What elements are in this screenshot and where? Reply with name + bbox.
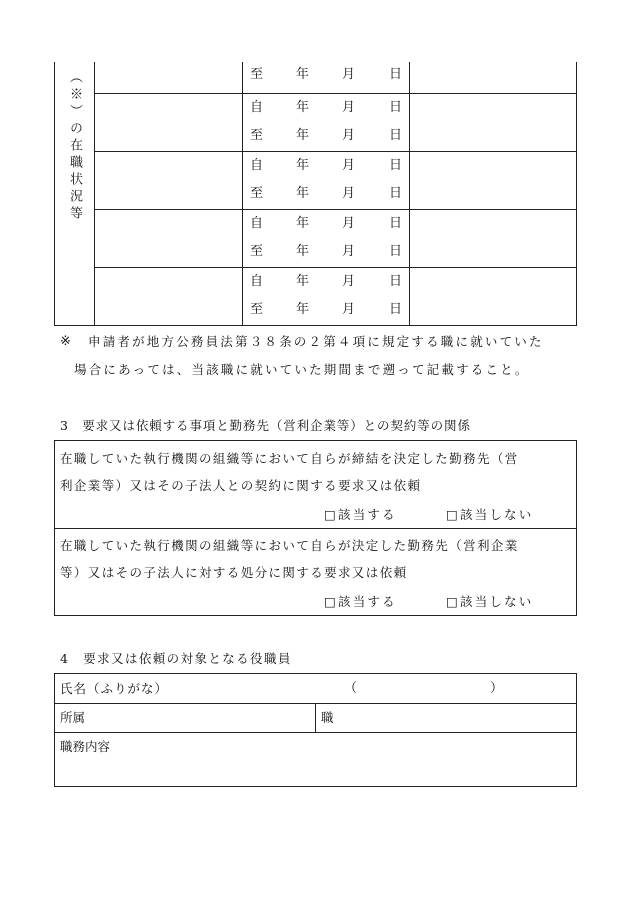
month-unit: 月 [342,186,356,201]
date-to-marker: 至 [250,128,264,143]
day-unit: 日 [389,158,403,173]
item-contract-line1: 在職していた執行機関の組織等において自らが締結を決定した勤務先（営 [60,451,519,466]
option-applicable-checkbox[interactable]: □該当する [324,507,397,522]
day-unit: 日 [389,274,403,289]
year-unit: 年 [296,274,310,289]
year-unit: 年 [296,302,310,317]
date-to-marker: 至 [250,186,264,201]
option-not-applicable-checkbox[interactable]: □該当しない [446,507,534,522]
month-unit: 月 [342,128,356,143]
furigana-paren-close: ） [490,681,504,696]
day-unit: 日 [389,216,403,231]
post-label: 職 [321,710,334,725]
option-not-applicable-checkbox[interactable]: □該当しない [446,594,534,609]
date-to-marker: 至 [250,302,264,317]
note-text-line1: 申請者が地方公務員法第３８条の２第４項に規定する職に就いていた [88,334,544,349]
department-label: 所属 [60,710,86,725]
year-unit: 年 [296,100,310,115]
month-unit: 月 [342,244,356,259]
day-unit: 日 [389,186,403,201]
date-from-marker: 自 [250,216,264,231]
month-unit: 月 [342,67,356,82]
name-label: 氏名（ふりがな） [60,681,169,696]
year-unit: 年 [296,186,310,201]
year-unit: 年 [296,128,310,143]
date-to-marker: 至 [250,244,264,259]
year-unit: 年 [296,158,310,173]
day-unit: 日 [389,244,403,259]
duties-label: 職務内容 [60,739,111,754]
month-unit: 月 [342,100,356,115]
month-unit: 月 [342,274,356,289]
month-unit: 月 [342,302,356,317]
month-unit: 月 [342,216,356,231]
furigana-paren-open: （ [344,681,358,696]
day-unit: 日 [389,100,403,115]
item-disposition-line1: 在職していた執行機関の組織等において自らが決定した勤務先（営利企業 [60,538,519,553]
date-from-marker: 自 [250,274,264,289]
employment-status-side-label: （※）の在職状況等 [67,70,82,223]
month-unit: 月 [342,158,356,173]
note-mark: ※ [60,334,71,349]
day-unit: 日 [389,128,403,143]
year-unit: 年 [296,67,310,82]
section4-heading: 4 要求又は依頼の対象となる役職員 [60,651,292,666]
date-from-marker: 自 [250,100,264,115]
item-contract-line2: 利企業等）又はその子法人との契約に関する要求又は依頼 [60,478,422,493]
date-from-marker: 自 [250,158,264,173]
day-unit: 日 [389,67,403,82]
date-to-marker: 至 [250,67,264,82]
year-unit: 年 [296,216,310,231]
item-disposition-line2: 等）又はその子法人に対する処分に関する要求又は依頼 [60,565,408,580]
year-unit: 年 [296,244,310,259]
section3-heading: 3 要求又は依頼する事項と勤務先（営利企業等）との契約等の関係 [60,418,471,433]
note-text-line2: 場合にあっては、当該職に就いていた期間まで遡って記載すること。 [74,362,530,377]
option-applicable-checkbox[interactable]: □該当する [324,594,397,609]
day-unit: 日 [389,302,403,317]
